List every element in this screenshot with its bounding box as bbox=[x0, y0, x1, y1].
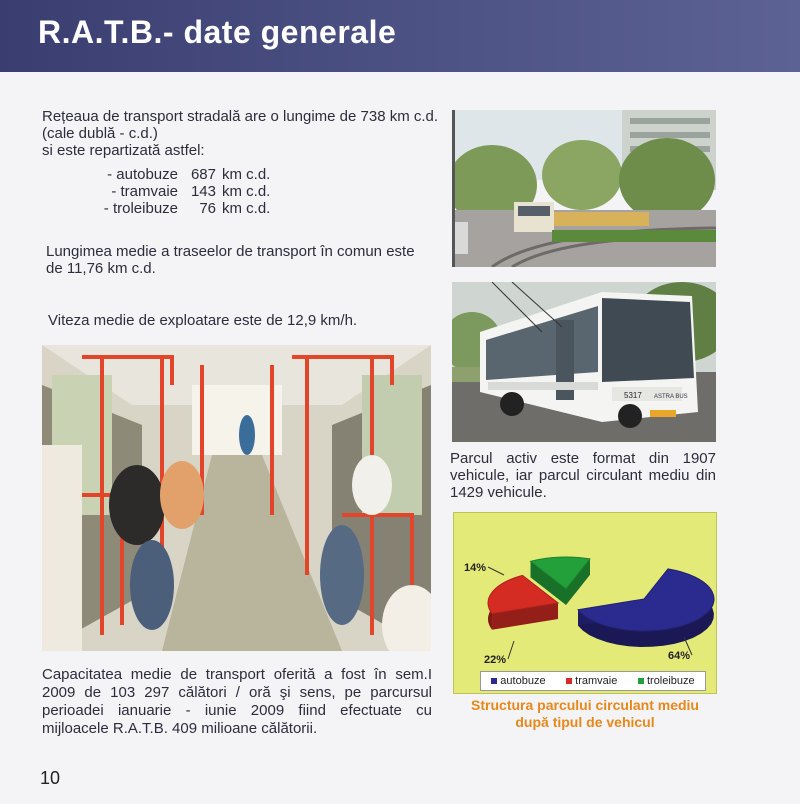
page-number: 10 bbox=[40, 768, 61, 788]
list-item: - tramvaie 143 km c.d. bbox=[111, 183, 271, 200]
network-intro bbox=[42, 108, 442, 159]
intro-line-1: Rețeaua de transport stradală are o lungime de 738 km c.d. bbox=[42, 108, 439, 125]
legend-item-troleibuze: troleibuze bbox=[638, 675, 695, 687]
pie-leader-line bbox=[508, 641, 514, 659]
average-route-length: Lungimea medie a traseelor de transport în comun este de 11,76 km c.d. bbox=[46, 243, 415, 277]
pie-slice-autobuze bbox=[578, 569, 714, 631]
bus-fleet-number: 5317 bbox=[624, 391, 642, 400]
fleet-structure-chart bbox=[453, 512, 717, 694]
list-item: - autobuze 687 km c.d. bbox=[107, 166, 271, 183]
bus-photo bbox=[452, 282, 716, 442]
pie-label-troleibuze: 14% bbox=[464, 562, 487, 574]
pie-chart-svg bbox=[454, 513, 716, 669]
legend-item-autobuze: autobuze bbox=[491, 675, 545, 687]
legend-item-tramvaie: tramvaie bbox=[566, 675, 617, 687]
pie-label-tramvaie: 22% bbox=[484, 654, 507, 666]
page-header bbox=[0, 0, 800, 72]
tram-interior-photo bbox=[42, 345, 431, 651]
chart-title: Structura parcului circulant mediu după tipul de vehicul bbox=[471, 697, 699, 730]
capacity-text: Capacitatea medie de transport oferită a fost în sem.I 2009 de 103 297 călători / oră şi sens, pe parcursul perioadei ianuarie - iunie 2009 fiind efectuate cu mijloacele R.A.T.B. 409 milioane călătorii. bbox=[42, 666, 432, 737]
pie-label-autobuze: 64% bbox=[668, 650, 691, 662]
bus-brand-label: ASTRA BUS bbox=[654, 394, 688, 400]
tram-street-photo bbox=[452, 110, 716, 267]
intro-line-3: si este repartizată astfel: bbox=[42, 142, 205, 159]
pie-leader-line bbox=[488, 567, 504, 575]
chart-legend bbox=[480, 671, 706, 691]
average-speed: Viteza medie de exploatare este de 12,9 km/h. bbox=[48, 312, 358, 329]
fleet-text: Parcul activ este format din 1907 vehicule, iar parcul circulant mediu din 1429 vehicule. bbox=[450, 450, 716, 501]
intro-line-2: (cale dublă - c.d.) bbox=[42, 125, 158, 142]
legend-swatch bbox=[566, 678, 572, 684]
legend-swatch bbox=[491, 678, 497, 684]
list-item: - troleibuze 76 km c.d. bbox=[103, 200, 271, 217]
legend-swatch bbox=[638, 678, 644, 684]
page-title: R.A.T.B.- date generale bbox=[38, 14, 397, 50]
network-breakdown-list bbox=[86, 166, 270, 217]
